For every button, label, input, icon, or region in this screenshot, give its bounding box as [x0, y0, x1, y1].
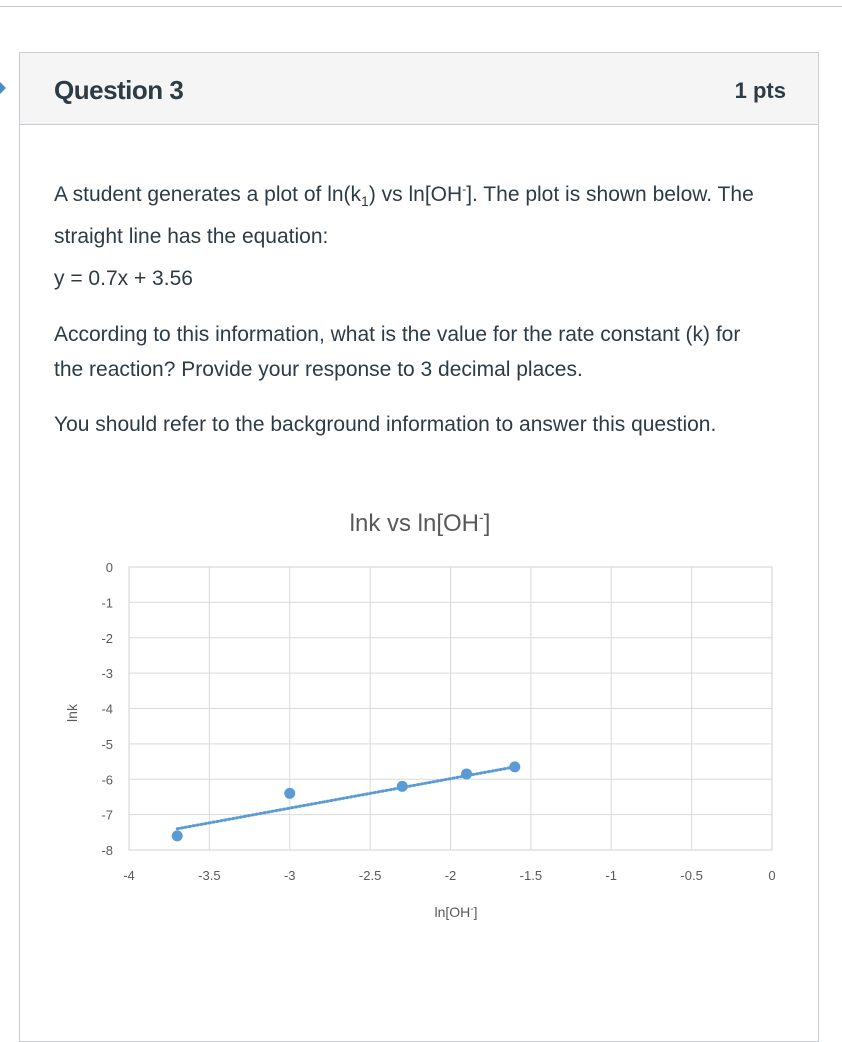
y-tick-label: -6: [101, 772, 113, 788]
y-tick-label: -8: [101, 843, 113, 858]
question-prompt: According to this information, what is the value for the rate constant (k) for the reaction? Provide your response to 3 decimal places.: [54, 323, 741, 381]
y-tick-label: 0: [105, 560, 113, 575]
x-axis-label-sup: -: [470, 903, 474, 915]
reference-note: You should refer to the background information to answer this question.: [54, 413, 717, 436]
chart-grid: [129, 567, 772, 850]
intro-text-b: ) vs ln[OH: [368, 183, 463, 206]
y-tick-label: -4: [101, 701, 113, 717]
x-axis-label-base: ln[OH: [434, 904, 471, 920]
chart-title-end: ]: [483, 510, 491, 537]
data-point: [284, 788, 295, 799]
question-title: Question 3: [54, 75, 184, 105]
equation-text: y = 0.7x + 3.56: [54, 267, 193, 290]
x-tick-label: -1: [605, 868, 618, 883]
y-tick-label: -5: [101, 736, 113, 752]
intro-text-a: A student generates a plot of ln(k: [54, 183, 362, 206]
y-axis-label: lnk: [64, 704, 80, 722]
intro-text-c: ]. The plot is shown below. The straight line has the equation:: [54, 183, 754, 249]
y-tick-label: -2: [101, 630, 113, 646]
x-axis-label: [434, 904, 477, 921]
superscript-minus: -: [462, 182, 467, 196]
chart-title-base: lnk vs ln[OH: [349, 510, 480, 537]
x-tick-label: -3.5: [198, 868, 221, 883]
chart-ticks: [101, 560, 775, 883]
question-points: 1 pts: [734, 78, 786, 103]
x-tick-label: -0.5: [680, 868, 703, 883]
data-point: [397, 781, 408, 792]
x-tick-label: -3: [283, 868, 296, 883]
top-divider: [0, 6, 842, 7]
x-axis-label-end: ]: [473, 904, 478, 920]
subscript-1: 1: [361, 193, 369, 210]
x-tick-label: 0: [768, 868, 776, 883]
data-point: [461, 768, 472, 779]
question-card: [19, 52, 819, 1042]
x-tick-label: -2: [444, 868, 457, 883]
data-point: [172, 830, 183, 841]
chart-points: [172, 761, 521, 841]
data-point: [509, 761, 520, 772]
x-tick-label: -2.5: [358, 868, 382, 883]
y-tick-label: -1: [101, 595, 113, 611]
question-nav-arrow-icon[interactable]: [0, 82, 6, 94]
chart-title-sup: -: [479, 509, 484, 525]
scatter-chart: [20, 53, 820, 953]
x-tick-label: -4: [123, 868, 135, 883]
y-tick-label: -7: [101, 807, 113, 823]
y-tick-label: -3: [101, 666, 113, 682]
x-tick-label: -1.5: [519, 868, 543, 883]
